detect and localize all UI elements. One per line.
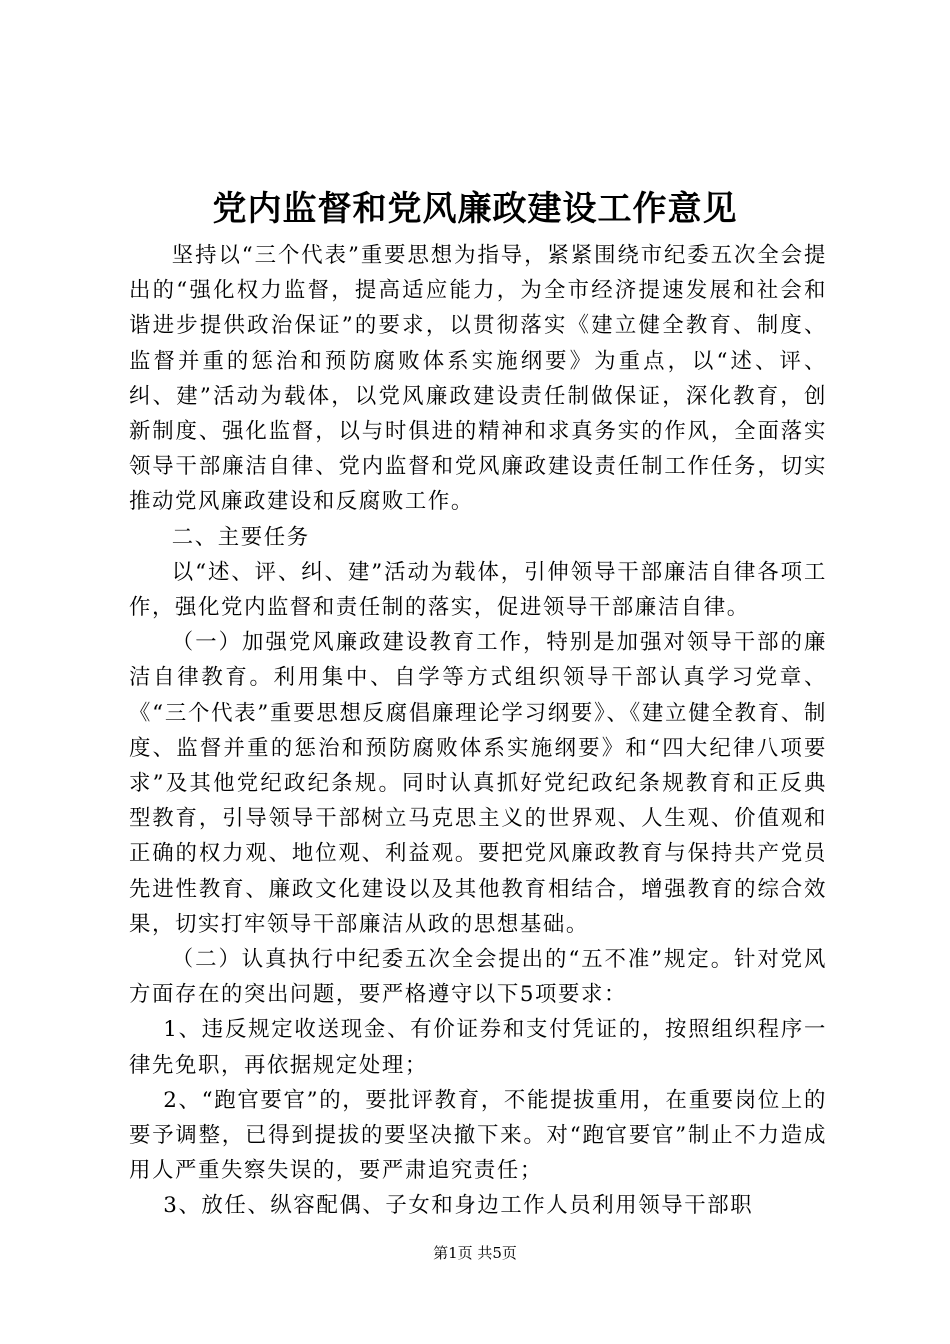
document-body	[129, 238, 827, 1224]
paragraph-guiding-principle: 坚持以“三个代表”重要思想为指导，紧紧围绕市纪委五次全会提出的“强化权力监督，提高适应能力，为全市经济提速发展和社会和谐进步提供政治保证”的要求，以贯彻落实《建立健全教育、制度、监督并重的惩治和预防腐败体系实施纲要》为重点，以“述、评、纠、建”活动为载体，以党风廉政建设责任制做保证，深化教育，创新制度、强化监督，以与时俱进的精神和求真务实的作风，全面落实领导干部廉洁自律、党内监督和党风廉政建设责任制工作任务，切实推动党风廉政建设和反腐败工作。	[129, 243, 827, 515]
list-item-requirement-2: 2、“跑官要官”的，要批评教育，不能提拔重用，在重要岗位上的要予调整，已得到提拔的要坚决撤下来。对“跑官要官”制止不力造成用人严重失察失误的，要严肃追究责任；	[129, 1087, 827, 1184]
page-footer: 第1页 共5页	[433, 1244, 517, 1262]
document-title: 党内监督和党风廉政建设工作意见	[212, 189, 738, 229]
paragraph-task-one: （一）加强党风廉政建设教育工作，特别是加强对领导干部的廉洁自律教育。利用集中、自学等方式组织领导干部认真学习党章、《“三个代表”重要思想反腐倡廉理论学习纲要》、《建立健全教育、制度、监督并重的惩治和预防腐败体系实施纲要》和“四大纪律八项要求”及其他党纪政纪条规。同时认真抓好党纪政纪条规教育和正反典型教育，引导领导干部树立马克思主义的世界观、人生观、价值观和正确的权力观、地位观、利益观。要把党风廉政教育与保持共产党员先进性教育、廉政文化建设以及其他教育相结合，增强教育的综合效果，切实打牢领导干部廉洁从政的思想基础。	[129, 630, 827, 937]
section-heading-main-tasks: 二、主要任务	[171, 524, 310, 550]
paragraph-task-two: （二）认真执行中纪委五次全会提出的“五不准”规定。针对党风方面存在的突出问题，要严格遵守以下5项要求：	[129, 947, 827, 1008]
list-item-requirement-3: 3、放任、纵容配偶、子女和身边工作人员利用领导干部职	[163, 1193, 754, 1219]
list-item-requirement-1: 1、违反规定收送现金、有价证券和支付凭证的，按照组织程序一律先免职，再依据规定处理；	[129, 1017, 827, 1078]
paragraph-main-tasks-intro: 以“述、评、纠、建”活动为载体，引伸领导干部廉洁自律各项工作，强化党内监督和责任制的落实，促进领导干部廉洁自律。	[129, 559, 827, 621]
